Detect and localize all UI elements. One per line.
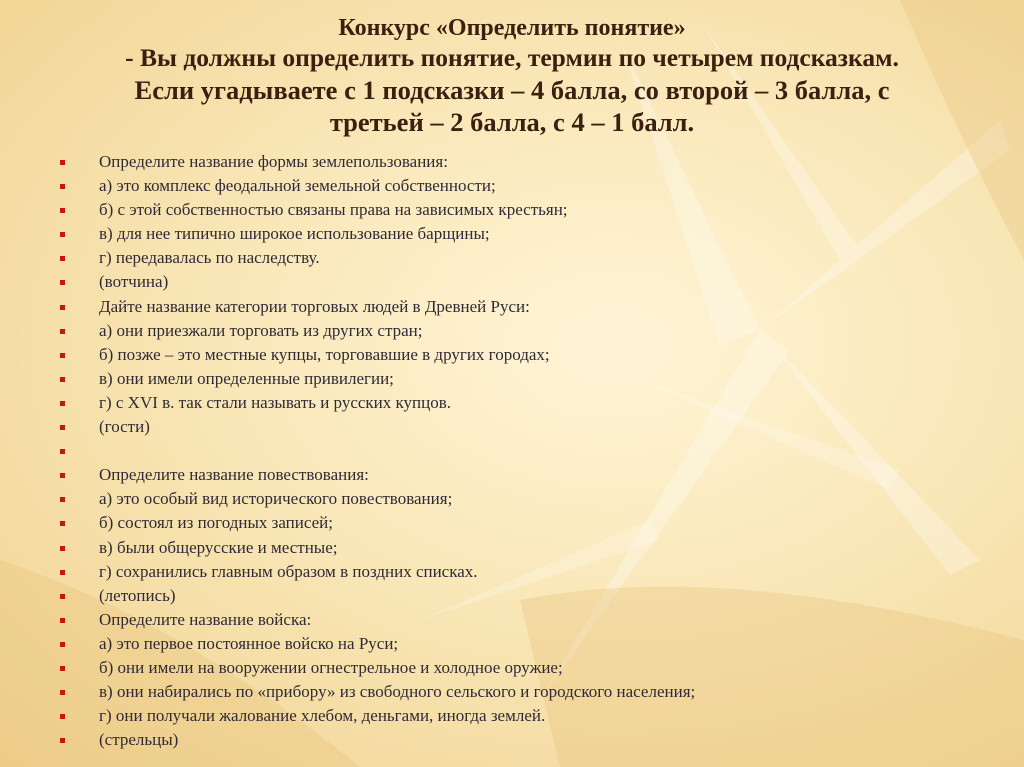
bullet-icon xyxy=(60,666,65,671)
bullet-icon xyxy=(60,256,65,261)
title-line-4: третьей – 2 балла, с 4 – 1 балл. xyxy=(329,107,695,137)
hint-list xyxy=(56,150,956,752)
bullet-icon xyxy=(60,208,65,213)
bullet-icon xyxy=(60,473,65,478)
slide-title xyxy=(60,14,964,138)
list-item xyxy=(56,487,956,511)
bullet-icon xyxy=(60,425,65,430)
list-item xyxy=(56,728,956,752)
list-item-text: б) с этой собственностью связаны права на зависимых крестьян; xyxy=(99,200,568,220)
list-item-text: а) они приезжали торговать из других стран; xyxy=(99,320,423,340)
list-item xyxy=(56,415,956,439)
list-item-text: (стрельцы) xyxy=(99,730,179,750)
bullet-icon xyxy=(60,546,65,551)
list-item-text: в) они имели определенные привилегии; xyxy=(99,368,394,388)
bullet-icon xyxy=(60,353,65,358)
list-item xyxy=(56,439,956,463)
bullet-icon xyxy=(60,714,65,719)
list-item xyxy=(56,198,956,222)
title-line-1: Конкурс «Определить понятие» xyxy=(338,15,686,41)
list-item xyxy=(56,391,956,415)
list-item xyxy=(56,246,956,270)
list-item-text: б) состоял из погодных записей; xyxy=(99,513,333,533)
list-item-text: в) они набирались по «прибору» из свободного сельского и городского населения; xyxy=(99,682,696,702)
list-item xyxy=(56,536,956,560)
bullet-icon xyxy=(60,401,65,406)
list-item xyxy=(56,511,956,535)
bullet-icon xyxy=(60,521,65,526)
bullet-icon xyxy=(60,280,65,285)
bullet-icon xyxy=(60,570,65,575)
bullet-icon xyxy=(60,449,65,454)
list-item xyxy=(56,295,956,319)
list-item xyxy=(56,560,956,584)
list-item-text: а) это особый вид исторического повествования; xyxy=(99,489,453,509)
title-line-2: - Вы должны определить понятие, термин по четырем подсказкам. xyxy=(125,43,899,72)
list-item xyxy=(56,680,956,704)
list-item-text: г) передавалась по наследству. xyxy=(99,248,320,268)
list-item xyxy=(56,367,956,391)
list-item-text: Определите название повествования: xyxy=(99,465,369,485)
list-item xyxy=(56,319,956,343)
list-item-text: г) с XVI в. так стали называть и русских купцов. xyxy=(99,392,452,412)
list-item xyxy=(56,704,956,728)
list-item-text: б) они имели на вооружении огнестрельное и холодное оружие; xyxy=(99,657,563,677)
bullet-icon xyxy=(60,642,65,647)
bullet-icon xyxy=(60,232,65,237)
bullet-icon xyxy=(60,497,65,502)
list-item xyxy=(56,270,956,294)
bullet-icon xyxy=(60,690,65,695)
list-item xyxy=(56,656,956,680)
list-item-text: Дайте название категории торговых людей в Древней Руси: xyxy=(99,296,530,316)
bullet-icon xyxy=(60,594,65,599)
list-item-text: (летопись) xyxy=(99,585,176,605)
list-item-text: Определите название войска: xyxy=(99,609,312,629)
bullet-icon xyxy=(60,329,65,334)
list-item-text: б) позже – это местные купцы, торговавшие в других городах; xyxy=(99,344,550,364)
list-item-text: в) были общерусские и местные; xyxy=(99,537,338,557)
list-item-text: Определите название формы землепользования: xyxy=(99,152,448,171)
bullet-icon xyxy=(60,184,65,189)
list-item xyxy=(56,632,956,656)
bullet-icon xyxy=(60,305,65,310)
list-item-text: г) сохранились главным образом в поздних списках. xyxy=(99,561,478,581)
bullet-icon xyxy=(60,377,65,382)
bullet-icon xyxy=(60,618,65,623)
list-item xyxy=(56,174,956,198)
list-item-text: в) для нее типично широкое использование барщины; xyxy=(99,224,490,244)
list-item xyxy=(56,150,956,174)
list-item-text: г) они получали жалование хлебом, деньгами, иногда землей. xyxy=(99,706,546,726)
list-item xyxy=(56,463,956,487)
bullet-icon xyxy=(60,160,65,165)
title-line-3: Если угадываете с 1 подсказки – 4 балла, со второй – 3 балла, с xyxy=(134,75,890,105)
list-item-text: (вотчина) xyxy=(99,272,169,292)
list-item xyxy=(56,222,956,246)
list-item xyxy=(56,343,956,367)
list-item-text: а) это комплекс феодальной земельной собственности; xyxy=(99,176,496,196)
bullet-icon xyxy=(60,738,65,743)
list-item xyxy=(56,608,956,632)
list-item-text: (гости) xyxy=(99,417,150,437)
list-item xyxy=(56,584,956,608)
list-item-text: а) это первое постоянное войско на Руси; xyxy=(99,633,399,653)
